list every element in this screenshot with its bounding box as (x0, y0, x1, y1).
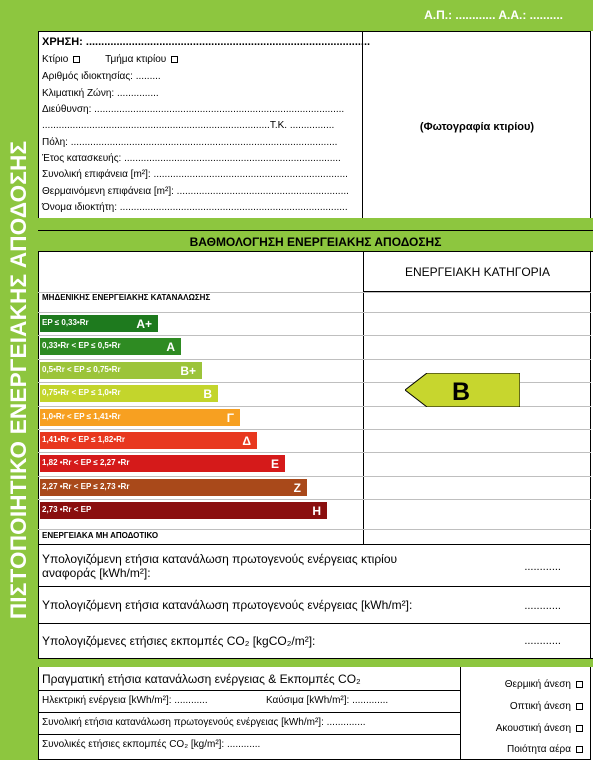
rating-band-9 (40, 502, 327, 519)
gridline (38, 312, 591, 313)
photo-box (363, 31, 591, 218)
sidebar (0, 0, 38, 760)
visual-comfort-checkbox[interactable] (576, 703, 583, 710)
category-header: ΕΝΕΡΓΕΙΑΚΗ ΚΑΤΗΓΟΡΙΑ (364, 252, 591, 292)
emissions-value[interactable]: ............ (524, 635, 561, 647)
climate-zone-field[interactable]: Κλιματική Ζώνη: ............... (42, 88, 159, 99)
building-label: Κτίριο (42, 54, 69, 65)
gridline (38, 429, 591, 430)
divider (38, 734, 460, 735)
divider (38, 712, 460, 713)
band-letter: A+ (136, 317, 152, 331)
building-part-checkbox[interactable] (171, 56, 178, 63)
band-letter: Ζ (293, 480, 301, 495)
air-quality-checkbox[interactable] (576, 746, 583, 753)
band-letter: Η (312, 504, 321, 519)
reference-consumption-label-1: Υπολογιζόμενη ετήσια κατανάλωση πρωτογενούς ενέργειας κτιρίου (42, 552, 398, 566)
gridline (38, 476, 591, 477)
reference-consumption-label-2: αναφοράς [kWh/m²]: (42, 566, 151, 580)
primary-consumption-row (38, 586, 591, 623)
band-range: 1,41•Rr < EP ≤ 1,82•Rr (42, 435, 126, 444)
thermal-comfort-label: Θερμική άνεση (504, 679, 571, 690)
heated-area-field[interactable]: Θερμαινόμενη επιφάνεια [m²]: .............................................................. (42, 186, 349, 197)
thermal-comfort-checkbox[interactable] (576, 681, 583, 688)
photo-label: (Φωτογραφία κτιρίου) (419, 121, 535, 133)
reference-consumption-value[interactable]: ............ (524, 561, 561, 573)
band-letter: B (203, 387, 212, 402)
rating-band-1 (40, 315, 158, 332)
usage-field[interactable]: ΧΡΗΣΗ: ............................................................................................. (42, 36, 371, 48)
acoustic-comfort-label: Ακουστική άνεση (495, 723, 571, 734)
band-range: 1,82 •Rr < EP ≤ 2,27 •Rr (42, 458, 130, 468)
electric-energy-field[interactable]: Ηλεκτρική ενέργεια [kWh/m²]: ............ (42, 695, 208, 706)
header-bar (38, 0, 593, 31)
band-letter: Γ (226, 410, 234, 425)
comfort-checklist (460, 667, 591, 760)
primary-consumption-label: Υπολογιζόμενη ετήσια κατανάλωση πρωτογενούς ενέργειας [kWh/m²]: (42, 598, 413, 612)
rating-band-4 (40, 385, 218, 402)
rating-band-8 (40, 479, 307, 496)
emissions-label: Υπολογιζόμενες ετήσιες εκπομπές CO₂ [kgCO₂/m²]: (42, 634, 316, 648)
separator-band-2 (38, 658, 593, 667)
total-emissions-field[interactable]: Συνολικές ετήσιες εκπομπές CO₂ [kg/m²]: ............ (42, 739, 261, 750)
air-quality-label: Ποιότητα αέρα (506, 744, 571, 755)
band-letter: Ε (270, 457, 279, 472)
building-part-label: Τμήμα κτιρίου (105, 54, 167, 65)
band-letter: Δ (242, 434, 251, 448)
zero-consumption-label: ΜΗΔΕΝΙΚΗΣ ΕΝΕΡΓΕΙΑΚΗΣ ΚΑΤΑΝΑΛΩΣΗΣ (42, 293, 211, 302)
reference-consumption-row (38, 544, 591, 586)
band-range: 0,5•Rr < EP ≤ 0,75•Rr (42, 364, 121, 374)
separator-band (38, 218, 593, 230)
city-field[interactable]: Πόλη: ................................................................................................ (42, 137, 338, 148)
building-type (42, 54, 178, 65)
selected-category-arrow (405, 373, 520, 407)
visual-comfort-label: Οπτική άνεση (509, 701, 571, 712)
rating-title: ΒΑΘΜΟΛΟΓΗΣΗ ΕΝΕΡΓΕΙΑΚΗΣ ΑΠΟΔΟΣΗΣ (38, 230, 593, 252)
gridline (38, 529, 591, 530)
emissions-row (38, 623, 591, 658)
total-primary-field[interactable]: Συνολική ετήσια κατανάλωση πρωτογενούς ενέργειας [kWh/m²]: .............. (42, 717, 366, 728)
address-field[interactable]: Διεύθυνση: .......................................................................................... (42, 104, 345, 115)
protocol-numbers: Α.Π.: ............ Α.Α.: .......... (424, 8, 563, 22)
rating-band-6 (40, 432, 257, 449)
rating-band-2 (40, 338, 181, 355)
band-range: 2,27 •Rr < EP ≤ 2,73 •Rr (42, 481, 130, 491)
thermal-comfort-item[interactable] (505, 679, 583, 690)
band-range: 0,33•Rr < EP ≤ 0,5•Rr (42, 341, 121, 351)
certificate-title: ΠΙΣΤΟΠΟΙΗΤΙΚΟ ΕΝΕΡΓΕΙΑΚΗΣ ΑΠΟΔΟΣΗΣ (6, 140, 31, 620)
gridline (38, 499, 591, 500)
actual-title: Πραγματική ετήσια κατανάλωση ενέργειας & Εκπομπές CO₂ (42, 672, 361, 686)
total-area-field[interactable]: Συνολική επιφάνεια [m²]: ...................................................................... (42, 169, 348, 180)
actual-consumption (38, 667, 460, 760)
owner-field[interactable]: Όνομα ιδιοκτήτη: .................................................................................. (42, 202, 348, 213)
rating-band-3 (40, 362, 202, 379)
selected-category-letter: B (452, 378, 471, 406)
primary-consumption-value[interactable]: ............ (524, 600, 561, 612)
gridline (38, 452, 591, 453)
rating-band-5 (40, 409, 240, 426)
building-info (38, 31, 371, 218)
band-range: 1,0•Rr < EP ≤ 1,41•Rr (42, 411, 121, 421)
building-checkbox[interactable] (73, 56, 80, 63)
postcode-field[interactable]: ..................................................................................Τ.Κ. ................ (42, 120, 335, 131)
fuel-field[interactable]: Καύσιμα [kWh/m²]: ............. (266, 695, 389, 706)
rating-band-7 (40, 455, 285, 472)
air-quality-item[interactable] (507, 744, 583, 755)
gridline (38, 335, 591, 336)
property-number-field[interactable]: Αριθμός ιδιοκτησίας: ......... (42, 71, 161, 82)
band-letter: A (166, 340, 175, 355)
acoustic-comfort-checkbox[interactable] (576, 725, 583, 732)
acoustic-comfort-item[interactable] (496, 723, 583, 734)
band-letter: B+ (180, 363, 196, 378)
divider (38, 690, 460, 691)
gridline (38, 359, 591, 360)
band-range: EP ≤ 0,33•Rr (42, 318, 89, 327)
inefficient-label: ΕΝΕΡΓΕΙΑΚΑ ΜΗ ΑΠΟΔΟΤΙΚΟ (42, 531, 159, 540)
band-range: 2,73 •Rr < EP (42, 505, 92, 515)
visual-comfort-item[interactable] (510, 701, 583, 712)
band-range: 0,75•Rr < EP ≤ 1,0•Rr (42, 388, 121, 398)
year-field[interactable]: Έτος κατασκευής: .............................................................................. (42, 153, 341, 164)
